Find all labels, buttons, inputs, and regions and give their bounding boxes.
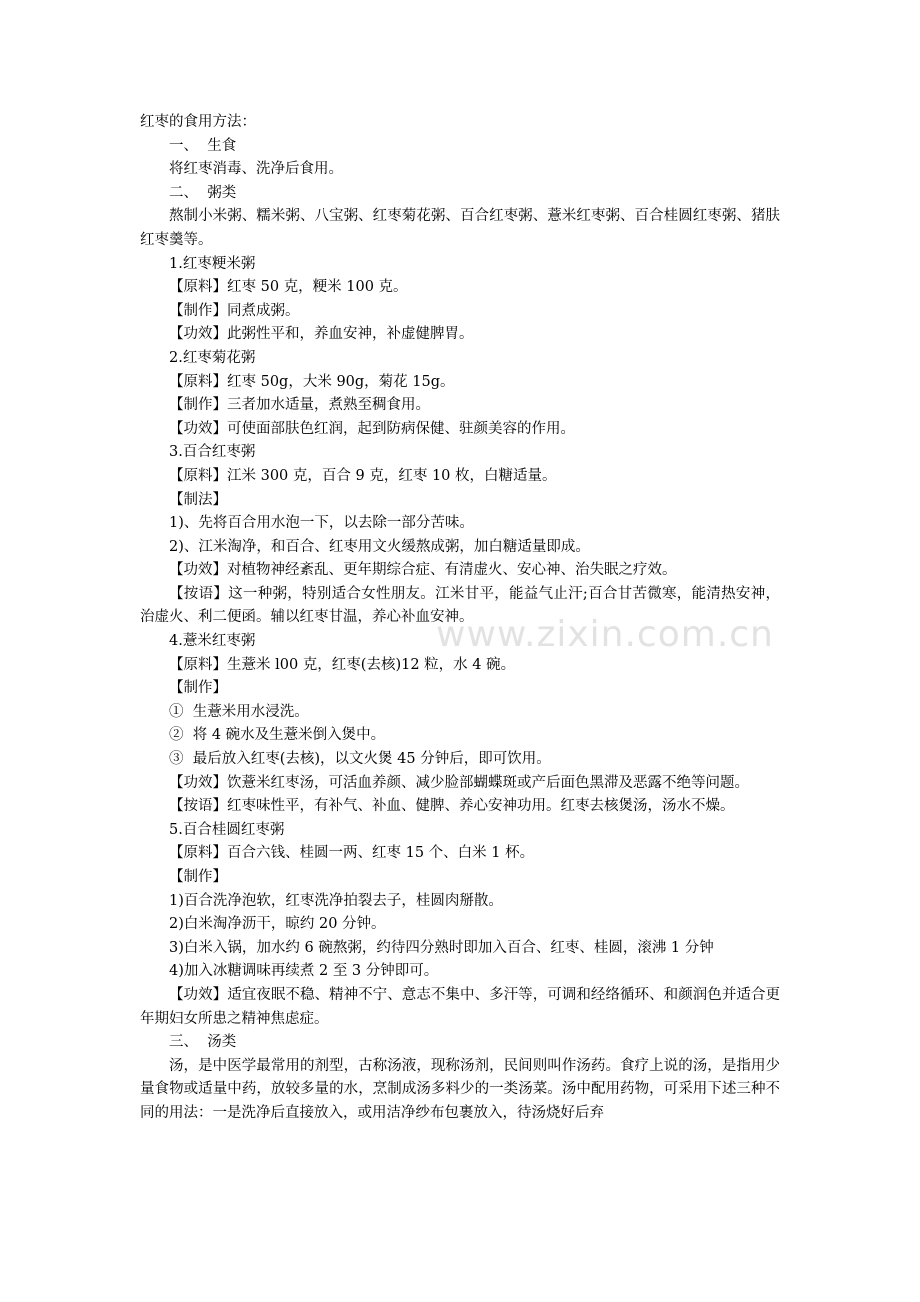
paragraph: 将红枣消毒、洗净后食用。 [169,161,343,178]
recipe-effect: 【功效】适宜夜眠不稳、精神不宁、意志不集中、多汗等，可调和经络循环、和颜润色并适合更年期妇女所患之精神焦虑症。 [140,986,780,1027]
recipe-title: 1.红枣粳米粥 [169,255,256,272]
recipe-title: 5.百合桂圆红枣粥 [169,821,285,838]
recipe-effect: 【功效】可使面部肤色红润，起到防病保健、驻颜美容的作用。 [169,420,575,437]
recipe-ingredients: 【原料】百合六钱、桂圆一两、红枣 15 个、白米 1 杯。 [169,845,535,862]
recipe-ingredients: 【原料】红枣 50g，大米 90g，菊花 15g。 [169,373,455,390]
recipe-method-heading: 【制作】 [169,869,227,885]
recipe-step: 2)、江米淘净，和百合、红枣用文火缓熬成粥，加白糖适量即成。 [169,538,590,555]
recipe-step: ① 生薏米用水浸洗。 [169,703,309,720]
recipe-method: 【制作】同煮成粥。 [169,302,300,319]
section-heading-soup: 三、 汤类 [169,1034,237,1051]
recipe-step: 1)、先将百合用水泡一下，以去除一部分苦味。 [169,515,474,532]
recipe-note: 【按语】这一种粥，特别适合女性朋友。江米甘平，能益气止汗;百合甘苦微寒，能清热安神，治虚火、利二便函。辅以红枣甘温，养心补血安神。 [140,585,780,626]
recipe-step: 4)加入冰糖调味再续煮 2 至 3 分钟即可。 [169,963,439,980]
recipe-step: ③ 最后放入红枣(去核)，以文火煲 45 分钟后，即可饮用。 [169,751,551,768]
recipe-method-heading: 【制作】 [169,680,227,697]
recipe-effect: 【功效】饮薏米红枣汤，可活血养颜、减少脸部蝴蝶斑或产后面色黑滞及恶露不绝等问题。 [169,774,749,791]
recipe-ingredients: 【原料】江米 300 克，百合 9 克，红枣 10 枚，白糖适量。 [169,467,557,484]
document-body [140,111,780,1126]
paragraph: 熬制小米粥、糯米粥、八宝粥、红枣菊花粥、百合红枣粥、薏米红枣粥、百合桂圆红枣粥、猪肤红枣羹等。 [140,208,780,248]
section-heading-raw: 一、 生食 [169,137,237,154]
recipe-title: 2.红枣菊花粥 [169,349,256,366]
recipe-step: 3)白米入锅，加水约 6 碗熬粥，约待四分熟时即加入百合、红枣、桂圆，滚沸 1 分钟 [169,939,714,956]
recipe-step: 1)百合洗净泡软，红枣洗净拍裂去子，桂圆肉掰散。 [169,892,503,909]
watermark: www.zixin.com.cn [436,614,774,655]
recipe-step: 2)白米淘净沥干，晾约 20 分钟。 [169,916,386,933]
recipe-effect: 【功效】对植物神经紊乱、更年期综合症、有清虚火、安心神、治失眠之疗效。 [169,562,677,579]
section-heading-porridge: 二、 粥类 [169,184,237,201]
recipe-effect: 【功效】此粥性平和，养血安神，补虚健脾胃。 [169,326,474,343]
recipe-ingredients: 【原料】生薏米 l00 克，红枣(去核)12 粒，水 4 碗。 [169,656,516,673]
paragraph: 汤，是中医学最常用的剂型，古称汤液，现称汤剂，民间则叫作汤药。食疗上说的汤，是指用少量食物或适量中药，放较多量的水，烹制成汤多料少的一类汤菜。汤中配用药物，可采用下述三种不同的用法：一是洗净后直接放入，或用洁净纱布包裹放入，待汤烧好后弃 [140,1057,780,1121]
recipe-method-heading: 【制法】 [169,491,227,508]
recipe-method: 【制作】三者加水适量，煮熟至稠食用。 [169,397,430,414]
recipe-ingredients: 【原料】红枣 50 克，粳米 100 克。 [169,279,408,296]
recipe-title: 4.薏米红枣粥 [169,633,256,650]
recipe-step: ② 将 4 碗水及生薏米倒入煲中。 [169,727,386,744]
recipe-note: 【按语】红枣味性平，有补气、补血、健脾、养心安神功用。红枣去核煲汤，汤水不燥。 [169,798,735,815]
recipe-title: 3.百合红枣粥 [169,444,256,461]
document-title: 红枣的食用方法： [140,114,256,130]
